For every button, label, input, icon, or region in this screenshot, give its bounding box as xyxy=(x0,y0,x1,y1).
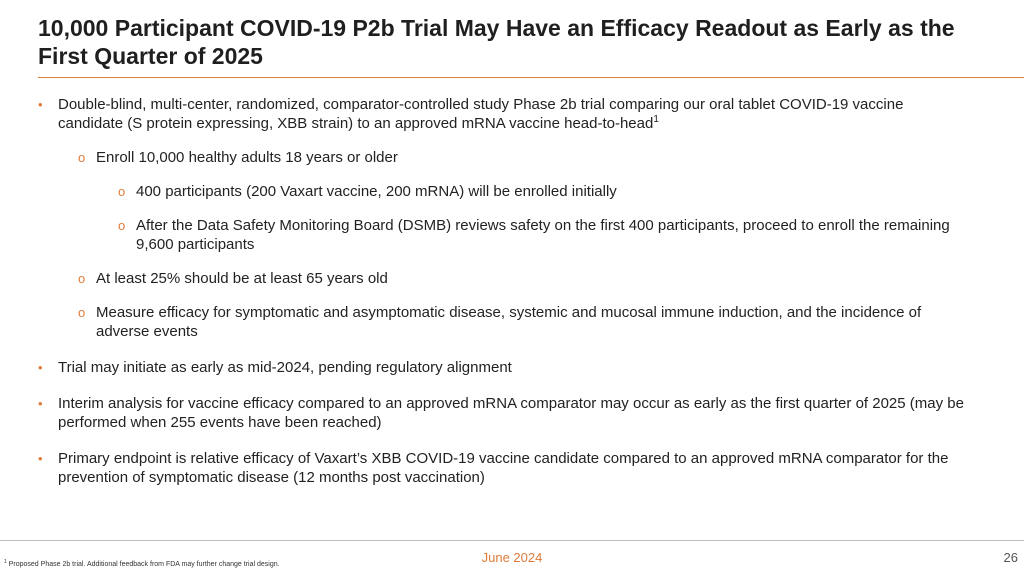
footer-date: June 2024 xyxy=(481,550,543,565)
bullet-text: Double-blind, multi-center, randomized, comparator-controlled study Phase 2b trial comparing our oral tablet COVID-19 vaccine candidate (S protein expressing, XBB strain) to an approved mRNA vaccine head-to-head xyxy=(58,96,904,132)
sub-bullet-enrollment xyxy=(38,148,968,167)
footnote-reference: 1 xyxy=(653,114,659,125)
bullet-marker: • xyxy=(38,360,43,375)
bullet-text: Interim analysis for vaccine efficacy compared to an approved mRNA comparator may occur as early as the first quarter of 2025 (may be performed when 255 events have been reached) xyxy=(58,395,964,431)
sub-sub-bullet-dsmb-review xyxy=(38,216,968,254)
footer-divider xyxy=(0,540,1024,541)
sub-bullet-age-requirement xyxy=(38,269,968,288)
footnote-text: Proposed Phase 2b trial. Additional feedback from FDA may further change trial design. xyxy=(8,561,280,568)
bullet-text: At least 25% should be at least 65 years old xyxy=(96,270,388,287)
sub-bullet-marker: o xyxy=(78,150,86,165)
sub-bullet-marker: o xyxy=(118,184,126,199)
bullet-primary-endpoint xyxy=(38,449,968,487)
footnote-marker: 1 xyxy=(4,559,7,565)
sub-sub-bullet-initial-enrollment xyxy=(38,182,968,201)
bullet-marker: • xyxy=(38,97,43,112)
sub-bullet-marker: o xyxy=(78,271,86,286)
sub-bullet-marker: o xyxy=(78,305,86,320)
bullet-text: After the Data Safety Monitoring Board (DSMB) reviews safety on the first 400 participants, proceed to enroll the remaining 9,600 participants xyxy=(136,217,950,253)
slide-title: 10,000 Participant COVID-19 P2b Trial May Have an Efficacy Readout as Early as the First Quarter of 2025 xyxy=(38,15,955,69)
page-number: 26 xyxy=(1003,550,1018,565)
sub-bullet-marker: o xyxy=(118,218,126,233)
bullet-interim-analysis xyxy=(38,394,968,432)
bullet-trial-initiation xyxy=(38,358,968,377)
bullet-marker: • xyxy=(38,451,43,466)
bullet-text: Enroll 10,000 healthy adults 18 years or older xyxy=(96,149,398,166)
title-divider xyxy=(38,77,1024,78)
bullet-list xyxy=(38,95,968,487)
bullet-text: 400 participants (200 Vaxart vaccine, 200 mRNA) will be enrolled initially xyxy=(136,183,617,200)
bullet-text: Primary endpoint is relative efficacy of Vaxart’s XBB COVID-19 vaccine candidate compared to an approved mRNA comparator for the prevention of symptomatic disease (12 months post vaccination) xyxy=(58,450,949,486)
sub-bullet-efficacy-measures xyxy=(38,303,968,341)
bullet-marker: • xyxy=(38,396,43,411)
bullet-text: Measure efficacy for symptomatic and asymptomatic disease, systemic and mucosal immune induction, and the incidence of adverse events xyxy=(96,304,922,340)
bullet-text: Trial may initiate as early as mid-2024, pending regulatory alignment xyxy=(58,359,512,376)
bullet-study-design xyxy=(38,95,968,133)
